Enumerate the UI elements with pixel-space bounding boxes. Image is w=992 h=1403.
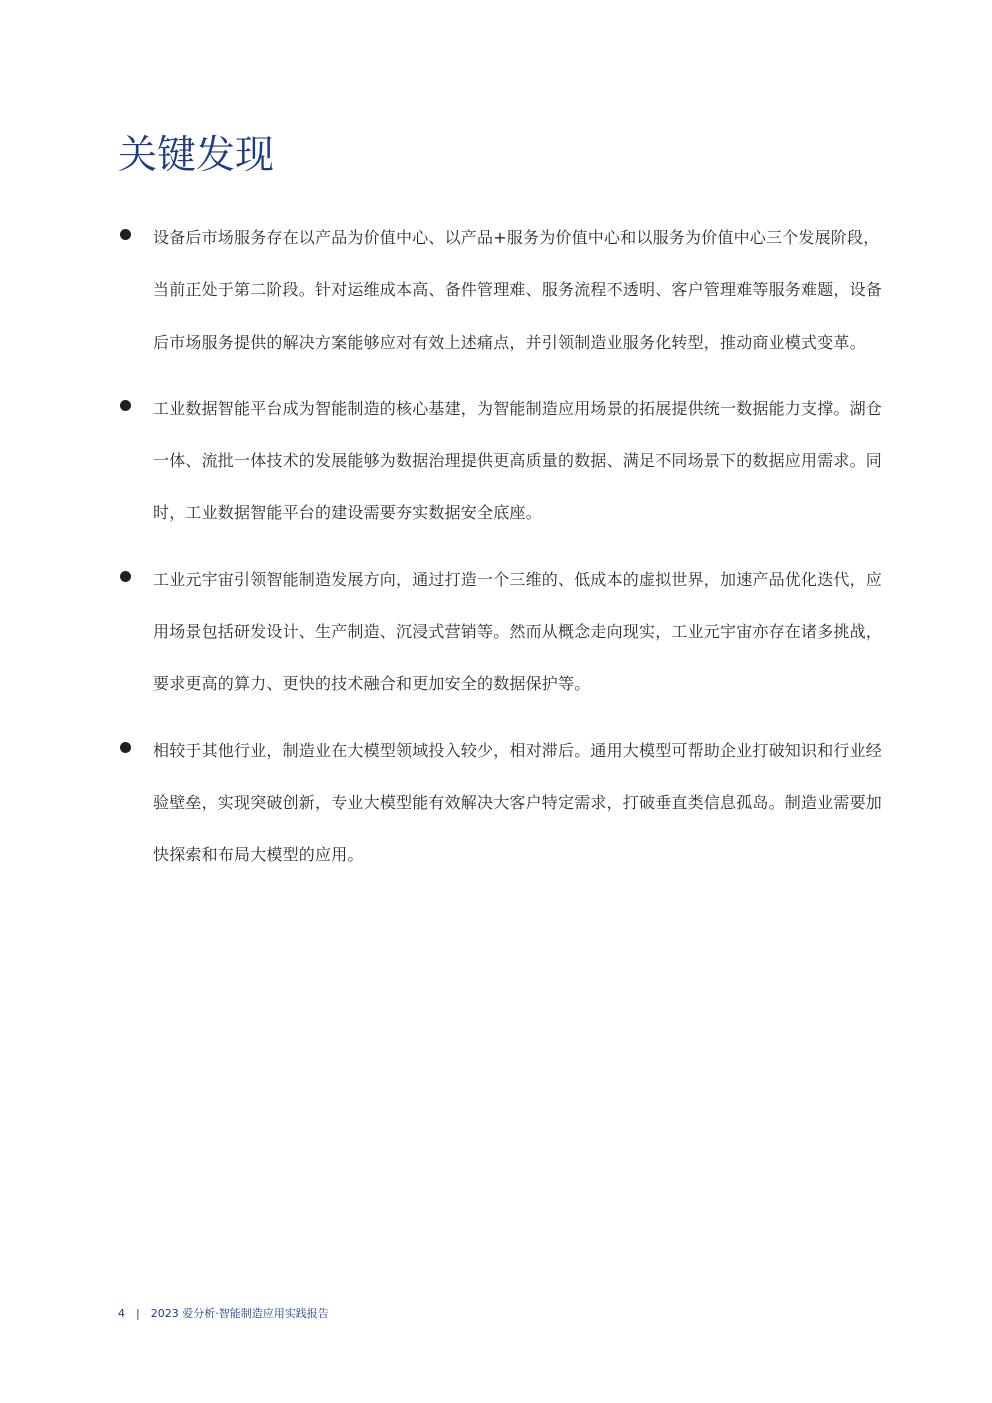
list-item: [118, 212, 888, 369]
page-title: 关键发现: [118, 133, 275, 178]
bullet-icon: [120, 400, 131, 411]
list-item: [118, 725, 888, 882]
bullet-icon: [120, 742, 131, 753]
page-number: 4: [118, 1307, 125, 1320]
bullet-icon: [120, 571, 131, 582]
footer-separator: |: [136, 1307, 140, 1320]
finding-text: 工业数据智能平台成为智能制造的核心基建，为智能制造应用场景的拓展提供统一数据能力支撑。湖仓一体、流批一体技术的发展能够为数据治理提供更高质量的数据、满足不同场景下的数据应用需求。同时，工业数据智能平台的建设需要夯实数据安全底座。: [153, 398, 883, 523]
finding-text: 工业元宇宙引领智能制造发展方向，通过打造一个三维的、低成本的虚拟世界，加速产品优化迭代，应用场景包括研发设计、生产制造、沉浸式营销等。然而从概念走向现实，工业元宇宙亦存在诸多挑战，要求更高的算力、更快的技术融合和更加安全的数据保护等。: [153, 569, 883, 694]
finding-text: 相较于其他行业，制造业在大模型领域投入较少，相对滞后。通用大模型可帮助企业打破知识和行业经验壁垒，实现突破创新，专业大模型能有效解决大客户特定需求，打破垂直类信息孤岛。制造业需要加快探索和布局大模型的应用。: [153, 740, 883, 865]
finding-text: 设备后市场服务存在以产品为价值中心、以产品+服务为价值中心和以服务为价值中心三个发展阶段，当前正处于第二阶段。针对运维成本高、备件管理难、服务流程不透明、客户管理难等服务难题，设备后市场服务提供的解决方案能够应对有效上述痛点，并引领制造业服务化转型，推动商业模式变革。: [153, 228, 883, 352]
report-name: 2023 爱分析·智能制造应用实践报告: [150, 1307, 329, 1320]
key-findings-list: [118, 212, 888, 896]
list-item: [118, 383, 888, 540]
list-item: [118, 554, 888, 711]
page-footer: [118, 1305, 329, 1321]
bullet-icon: [120, 229, 131, 240]
